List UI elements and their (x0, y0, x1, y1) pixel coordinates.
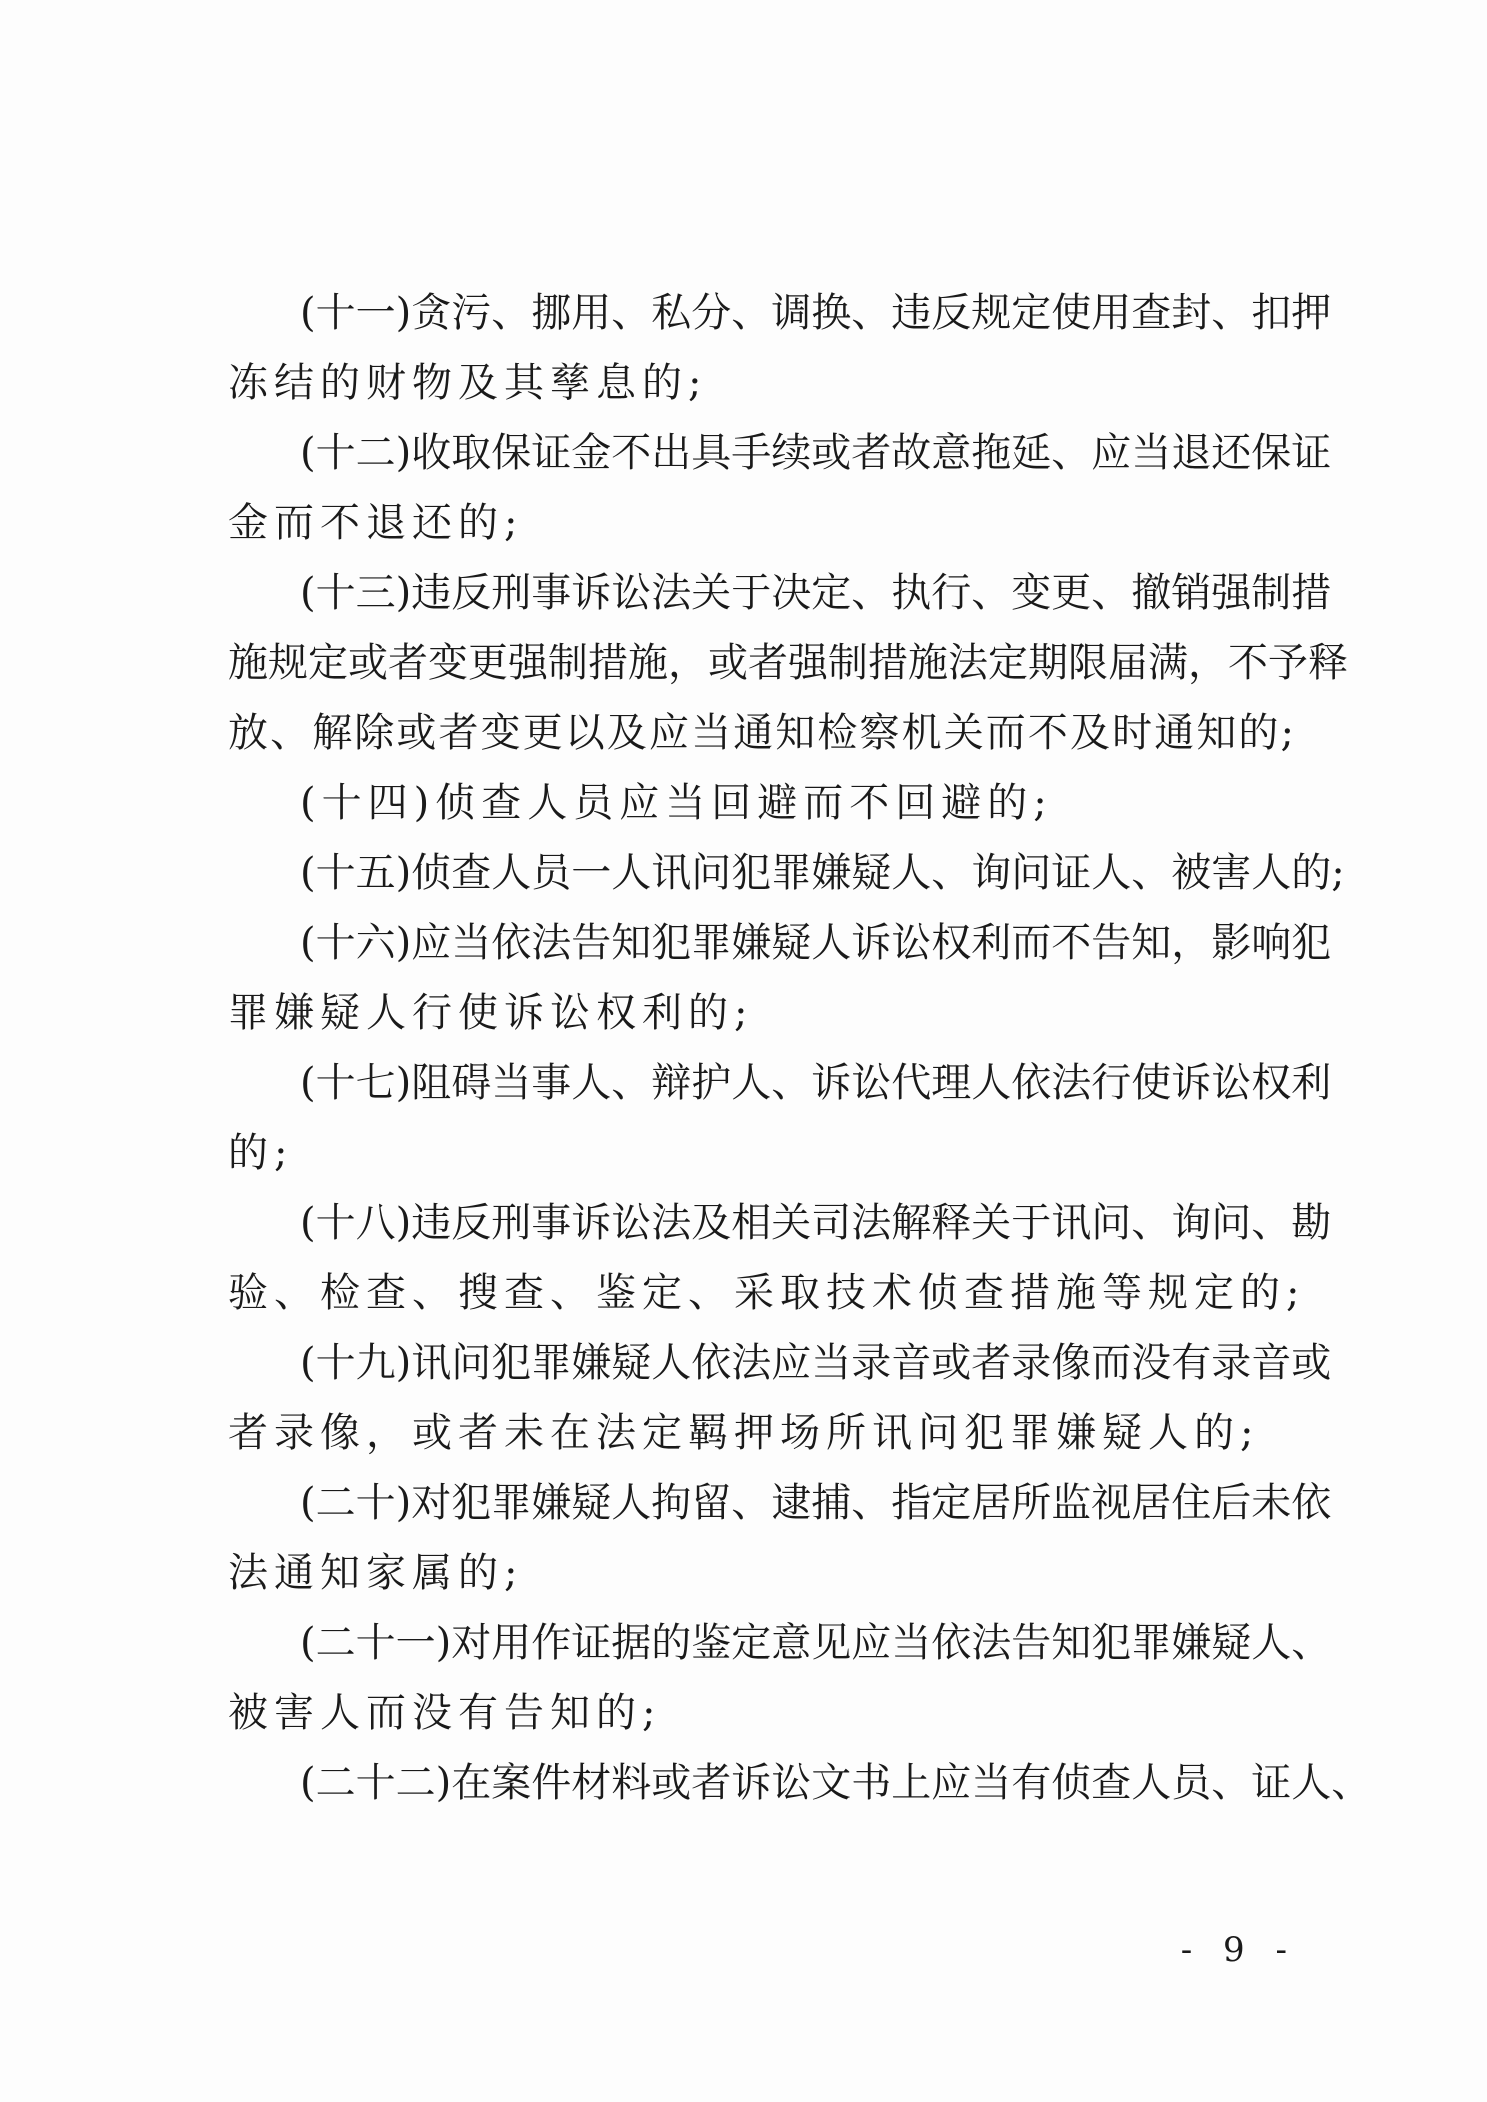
text-line: (十一)贪污、挪用、私分、调换、违反规定使用查封、扣押 (300, 290, 1332, 336)
text-line: (十三)违反刑事诉讼法关于决定、执行、变更、撤销强制措 (300, 570, 1332, 616)
text-line: 放、解除或者变更以及应当通知检察机关而不及时通知的; (228, 710, 1294, 756)
text-line: 施规定或者变更强制措施，或者强制措施法定期限届满，不予释 (228, 640, 1348, 686)
text-line: (十九)讯问犯罪嫌疑人依法应当录音或者录像而没有录音或 (300, 1340, 1332, 1386)
text-line: (十二)收取保证金不出具手续或者故意拖延、应当退还保证 (300, 430, 1332, 476)
text-line: 者录像，或者未在法定羁押场所讯问犯罪嫌疑人的; (228, 1410, 1260, 1456)
document-body (228, 278, 1372, 1818)
text-line: 验、检查、搜查、鉴定、采取技术侦查措施等规定的; (228, 1270, 1306, 1316)
text-line: (十五)侦查人员一人讯问犯罪嫌疑人、询问证人、被害人的; (300, 850, 1345, 896)
text-line: (十七)阻碍当事人、辩护人、诉讼代理人依法行使诉讼权利 (300, 1060, 1332, 1106)
text-line: (二十一)对用作证据的鉴定意见应当依法告知犯罪嫌疑人、 (300, 1620, 1332, 1666)
text-line: (十八)违反刑事诉讼法及相关司法解释关于讯问、询问、勘 (300, 1200, 1332, 1246)
text-line: (二十)对犯罪嫌疑人拘留、逮捕、指定居所监视居住后未依 (300, 1480, 1332, 1526)
text-line: (十四)侦查人员应当回避而不回避的; (300, 780, 1053, 826)
page-number: - 9 - (1180, 1930, 1297, 1970)
text-line: 罪嫌疑人行使诉讼权利的; (228, 990, 754, 1036)
text-line: 法通知家属的; (228, 1550, 524, 1596)
text-line: (二十二)在案件材料或者诉讼文书上应当有侦查人员、证人、 (300, 1760, 1372, 1806)
text-line: 的; (228, 1130, 294, 1176)
text-line: 冻结的财物及其孳息的; (228, 360, 708, 406)
text-line: (十六)应当依法告知犯罪嫌疑人诉讼权利而不告知，影响犯 (300, 920, 1332, 966)
text-line: 被害人而没有告知的; (228, 1690, 662, 1736)
text-line: 金而不退还的; (228, 500, 524, 546)
